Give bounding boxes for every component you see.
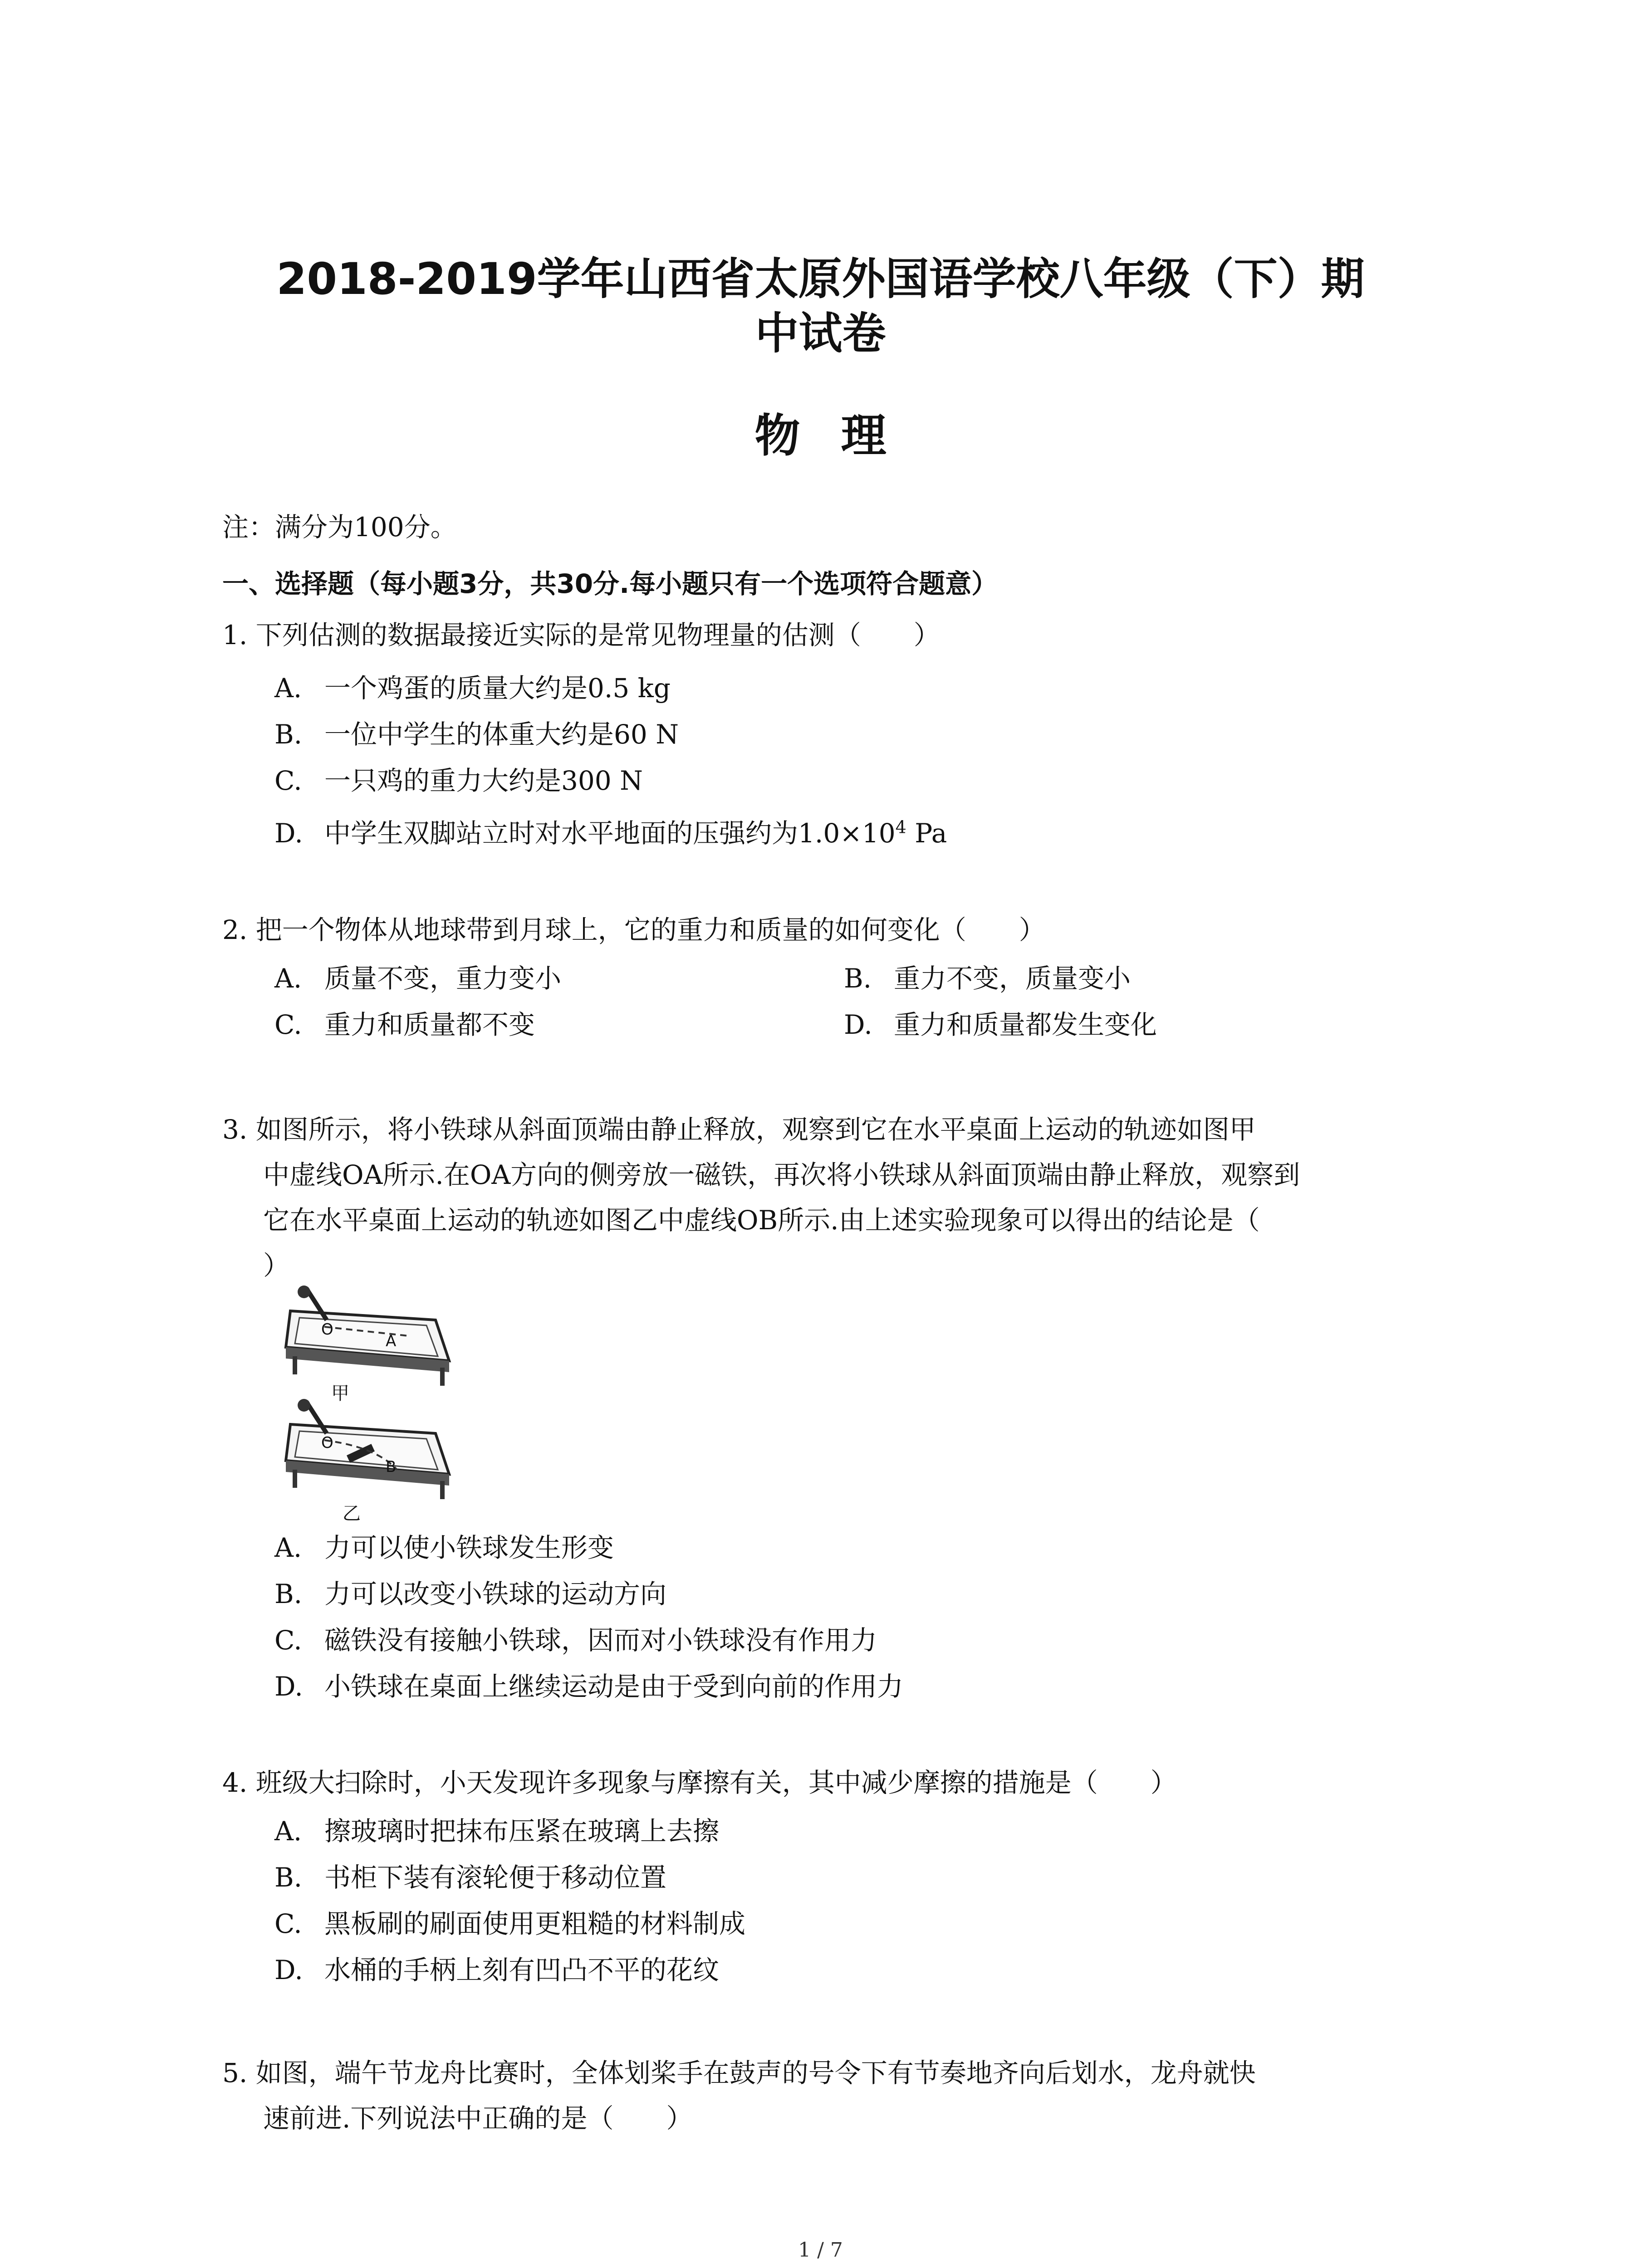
q4-option-b[interactable]: B. 书柜下装有滚轮便于移动位置: [274, 1862, 667, 1893]
q2-option-d[interactable]: D. 重力和质量都发生变化: [844, 1009, 1157, 1040]
question-3-line3: 它在水平桌面上运动的轨迹如图乙中虚线OB所示.由上述实验现象可以得出的结论是（: [263, 1205, 1260, 1236]
q1-option-a[interactable]: A. 一个鸡蛋的质量大约是0.5 kg: [274, 673, 671, 704]
q1-option-d[interactable]: D. 中学生双脚站立时对水平地面的压强约为$1.0\times 10^4$ Pa: [274, 817, 947, 849]
page-number: 1 / 7: [798, 2239, 843, 2262]
question-3-line4: ）: [263, 1250, 290, 1281]
label-a: A: [386, 1332, 397, 1350]
question-5-line1: 5. 如图，端午节龙舟比赛时，全体划桨手在鼓声的号令下有节奏地齐向后划水，龙舟就快: [222, 2058, 1256, 2088]
q2-option-a[interactable]: A. 质量不变，重力变小: [274, 963, 562, 994]
table-diagram-jia: [272, 1284, 463, 1397]
question-4-stem: 4. 班级大扫除时，小天发现许多现象与摩擦有关，其中减少摩擦的措施是（ ）: [222, 1767, 1177, 1798]
table-diagram-yi: [272, 1397, 463, 1510]
label-o: O: [321, 1320, 333, 1339]
label-o: O: [321, 1434, 333, 1452]
q2-option-c[interactable]: C. 重力和质量都不变: [274, 1009, 535, 1040]
q3-option-b[interactable]: B. 力可以改变小铁球的运动方向: [274, 1579, 667, 1609]
q1-option-b[interactable]: B. 一位中学生的体重大约是60 N: [274, 719, 679, 750]
score-note: 注：满分为100分。: [222, 512, 457, 543]
figure-yi: [272, 1397, 463, 1524]
q2-option-b[interactable]: B. 重力不变，质量变小: [844, 963, 1131, 994]
question-3-line2: 中虚线OA所示.在OA方向的侧旁放一磁铁，再次将小铁球从斜面顶端由静止释放，观察到: [263, 1159, 1300, 1190]
section-heading: 一、选择题（每小题3分，共30分.每小题只有一个选项符合题意）: [222, 568, 998, 599]
label-b: B: [386, 1458, 397, 1476]
q1-option-c[interactable]: C. 一只鸡的重力大约是300 N: [274, 765, 643, 796]
q4-option-d[interactable]: D. 水桶的手柄上刻有凹凸不平的花纹: [274, 1955, 720, 1985]
q3-option-a[interactable]: A. 力可以使小铁球发生形变: [274, 1532, 614, 1563]
page-title-line1: 2018-2019学年山西省太原外国语学校八年级（下）期: [276, 254, 1365, 304]
question-3-line1: 3. 如图所示，将小铁球从斜面顶端由静止释放，观察到它在水平桌面上运动的轨迹如图甲: [222, 1114, 1256, 1145]
subject-heading: 物理: [754, 409, 927, 462]
question-2-stem: 2. 把一个物体从地球带到月球上，它的重力和质量的如何变化（ ）: [222, 914, 1045, 945]
q4-option-c[interactable]: C. 黑板刷的刷面使用更粗糙的材料制成: [274, 1908, 746, 1939]
figure-jia-caption: 甲: [331, 1383, 349, 1404]
page-title-line2: 中试卷: [755, 308, 886, 359]
q3-option-c[interactable]: C. 磁铁没有接触小铁球，因而对小铁球没有作用力: [274, 1625, 877, 1656]
q4-option-a[interactable]: A. 擦玻璃时把抹布压紧在玻璃上去擦: [274, 1816, 720, 1847]
question-5-line2: 速前进.下列说法中正确的是（ ）: [263, 2103, 693, 2134]
question-1-stem: 1. 下列估测的数据最接近实际的是常见物理量的估测（ ）: [222, 620, 940, 650]
figure-jia: [272, 1284, 463, 1404]
q3-option-d[interactable]: D. 小铁球在桌面上继续运动是由于受到向前的作用力: [274, 1671, 904, 1702]
figure-yi-caption: 乙: [343, 1503, 361, 1524]
